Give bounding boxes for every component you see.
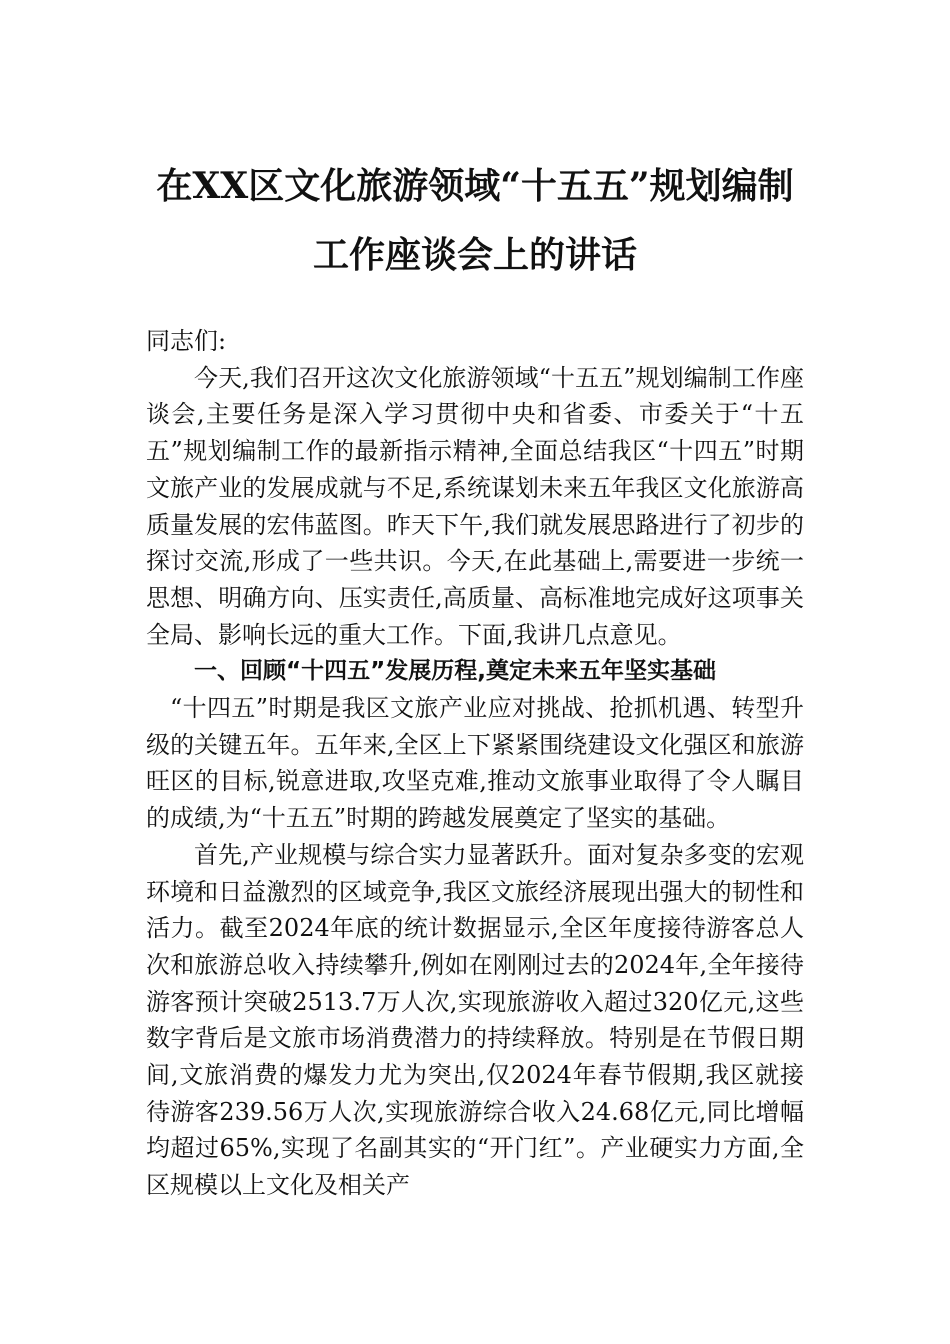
intro-paragraph: 今天,我们召开这次文化旅游领域“十五五”规划编制工作座谈会,主要任务是深入学习贯彻中央和省委、市委关于“十五五”规划编制工作的最新指示精神,全面总结我区“十四五”时期文旅产业的发展成就与不足,系统谋划未来五年我区文化旅游高质量发展的宏伟蓝图。昨天下午,我们就发展思路进行了初步的探讨交流,形成了一些共识。今天,在此基础上,需要进一步统一思想、明确方向、压实责任,高质量、高标准地完成好这项事关全局、影响长远的重大工作。下面,我讲几点意见。: [146, 363, 804, 649]
section-1-paragraph-2: 首先,产业规模与综合实力显著跃升。面对复杂多变的宏观环境和日益激烈的区域竞争,我区文旅经济展现出强大的韧性和活力。截至2024年底的统计数据显示,全区年度接待游客总人次和旅游总收入持续攀升,例如在刚刚过去的2024年,全年接待游客预计突破2513.7万人次,实现旅游收入超过320亿元,这些数字背后是文旅市场消费潜力的持续释放。特别是在节假日期间,文旅消费的爆发力尤为突出,仅2024年春节假期,我区就接待游客239.56万人次,实现旅游综合收入24.68亿元,同比增幅均超过65%,实现了名副其实的“开门红”。产业硬实力方面,全区规模以上文化及相关产: [146, 840, 804, 1200]
section-1-heading: 一、回顾“十四五”发展历程,奠定未来五年坚实基础: [194, 658, 716, 685]
title-line-1: 在XX区文化旅游领域“十五五”规划编制: [156, 165, 794, 207]
section-1-paragraph-1: “十四五”时期是我区文旅产业应对挑战、抢抓机遇、转型升级的关键五年。五年来,全区上下紧紧围绕建设文化强区和旅游旺区的目标,锐意进取,攻坚克难,推动文旅事业取得了令人瞩目的成绩,为“十五五”时期的跨越发展奠定了坚实的基础。: [146, 694, 804, 833]
salutation: 同志们:: [146, 327, 227, 355]
document-body: [146, 323, 804, 1204]
title-line-2: 工作座谈会上的讲话: [312, 234, 637, 276]
